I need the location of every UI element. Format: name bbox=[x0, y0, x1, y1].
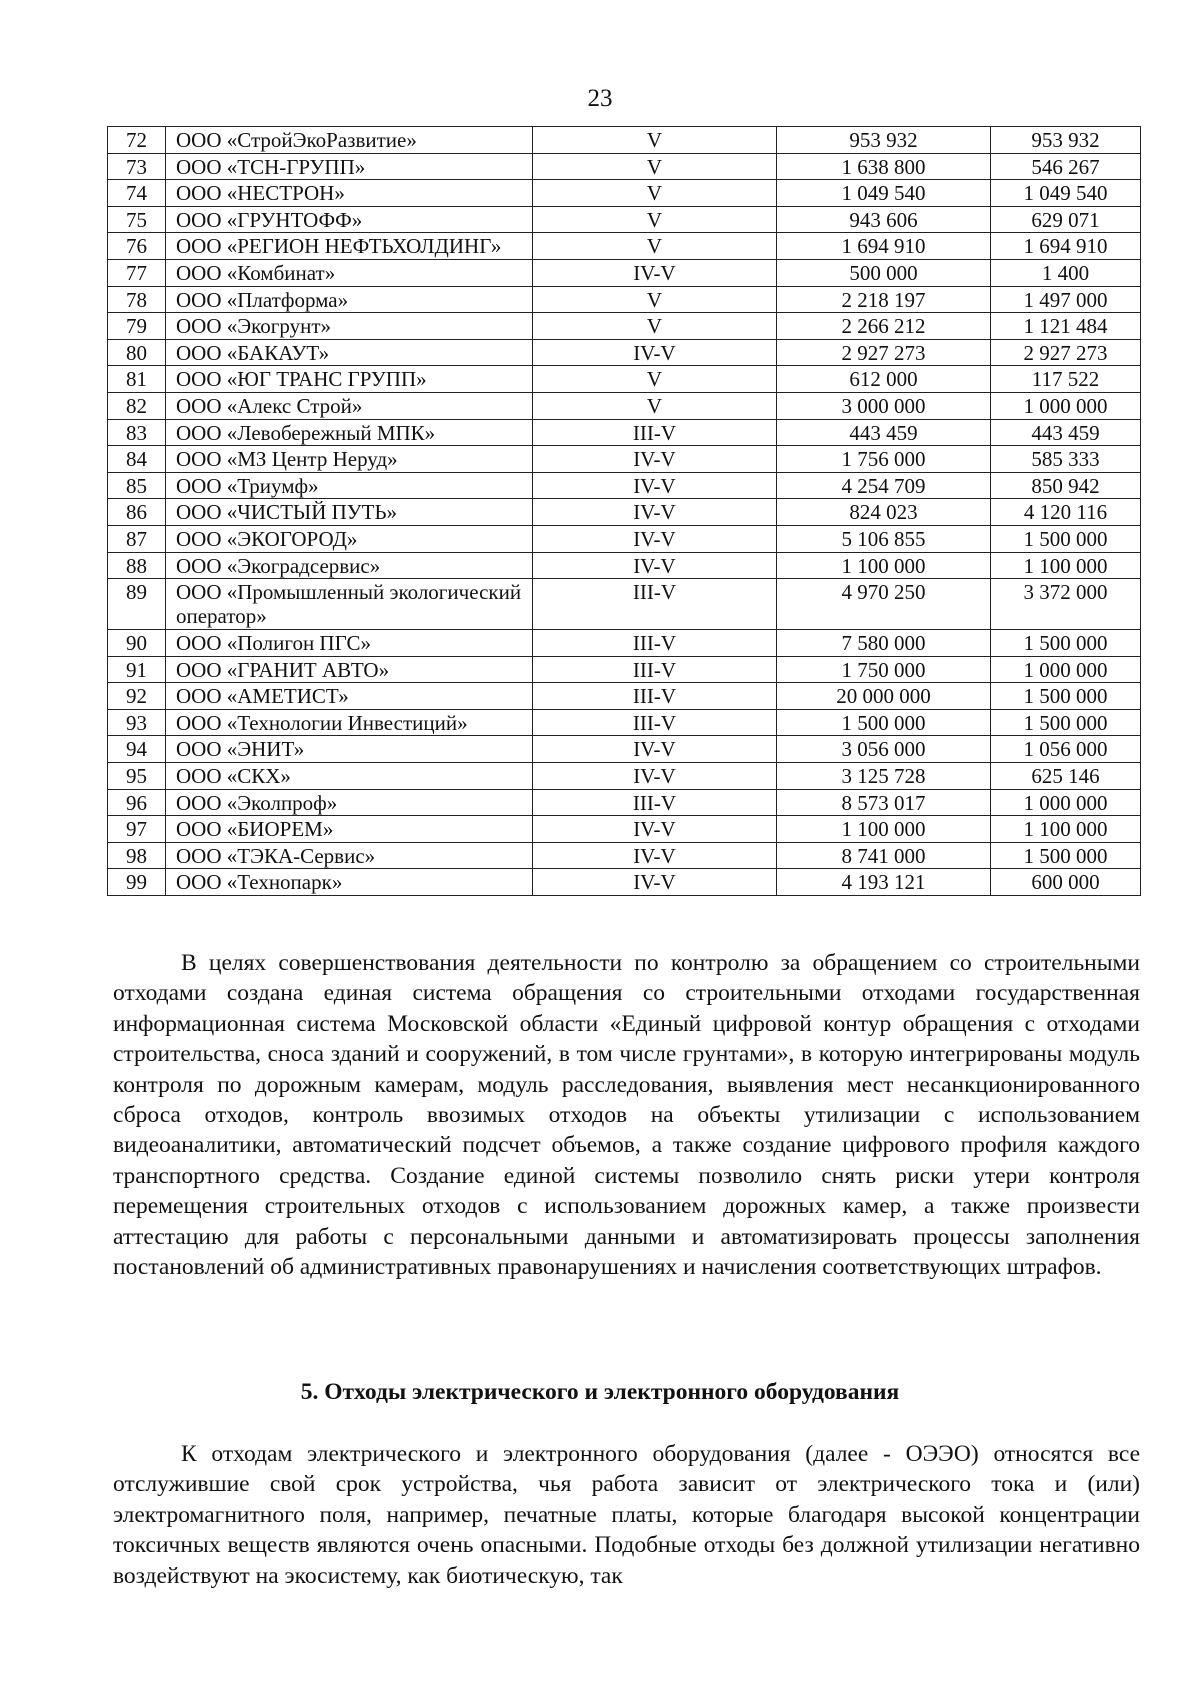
table-row bbox=[108, 153, 1141, 180]
row-number-cell: 78 bbox=[108, 286, 166, 313]
hazard-class-cell: V bbox=[533, 313, 777, 340]
value-1-cell: 2 927 273 bbox=[777, 339, 991, 366]
row-number-cell: 79 bbox=[108, 313, 166, 340]
value-2-cell: 1 500 000 bbox=[991, 525, 1141, 552]
organization-name-cell: ООО «Технологии Инвестиций» bbox=[166, 709, 533, 736]
value-1-cell: 1 694 910 bbox=[777, 233, 991, 260]
row-number-cell: 72 bbox=[108, 127, 166, 154]
value-1-cell: 4 193 121 bbox=[777, 869, 991, 896]
table-row bbox=[108, 259, 1141, 286]
table-row bbox=[108, 419, 1141, 446]
hazard-class-cell: IV-V bbox=[533, 472, 777, 499]
hazard-class-cell: III-V bbox=[533, 789, 777, 816]
value-2-cell: 117 522 bbox=[991, 366, 1141, 393]
organization-name-cell: ООО «Полигон ПГС» bbox=[166, 630, 533, 657]
value-2-cell: 850 942 bbox=[991, 472, 1141, 499]
value-1-cell: 1 638 800 bbox=[777, 153, 991, 180]
table-row bbox=[108, 816, 1141, 843]
organization-name-cell: ООО «АМЕТИСТ» bbox=[166, 683, 533, 710]
organization-name-cell: ООО «ЭНИТ» bbox=[166, 736, 533, 763]
row-number-cell: 97 bbox=[108, 816, 166, 843]
hazard-class-cell: IV-V bbox=[533, 446, 777, 473]
value-2-cell: 1 694 910 bbox=[991, 233, 1141, 260]
organization-name-cell: ООО «НЕСТРОН» bbox=[166, 180, 533, 207]
value-1-cell: 1 750 000 bbox=[777, 656, 991, 683]
value-2-cell: 4 120 116 bbox=[991, 499, 1141, 526]
row-number-cell: 75 bbox=[108, 206, 166, 233]
row-number-cell: 95 bbox=[108, 763, 166, 790]
organization-name-cell: ООО «Экоградсервис» bbox=[166, 552, 533, 579]
hazard-class-cell: IV-V bbox=[533, 869, 777, 896]
table-row bbox=[108, 499, 1141, 526]
organization-name-cell: ООО «БИОРЕМ» bbox=[166, 816, 533, 843]
table-row bbox=[108, 286, 1141, 313]
row-number-cell: 73 bbox=[108, 153, 166, 180]
row-number-cell: 87 bbox=[108, 525, 166, 552]
value-2-cell: 1 497 000 bbox=[991, 286, 1141, 313]
organization-name-cell: ООО «БАКАУТ» bbox=[166, 339, 533, 366]
hazard-class-cell: V bbox=[533, 153, 777, 180]
hazard-class-cell: V bbox=[533, 366, 777, 393]
hazard-class-cell: IV-V bbox=[533, 842, 777, 869]
table-row bbox=[108, 552, 1141, 579]
row-number-cell: 88 bbox=[108, 552, 166, 579]
value-2-cell: 443 459 bbox=[991, 419, 1141, 446]
row-number-cell: 94 bbox=[108, 736, 166, 763]
row-number-cell: 90 bbox=[108, 630, 166, 657]
table-row bbox=[108, 127, 1141, 154]
hazard-class-cell: V bbox=[533, 233, 777, 260]
table-row bbox=[108, 366, 1141, 393]
hazard-class-cell: IV-V bbox=[533, 552, 777, 579]
hazard-class-cell: V bbox=[533, 206, 777, 233]
row-number-cell: 91 bbox=[108, 656, 166, 683]
table-row bbox=[108, 339, 1141, 366]
value-1-cell: 1 049 540 bbox=[777, 180, 991, 207]
value-2-cell: 1 056 000 bbox=[991, 736, 1141, 763]
table-row bbox=[108, 579, 1141, 630]
value-2-cell: 1 500 000 bbox=[991, 709, 1141, 736]
value-2-cell: 629 071 bbox=[991, 206, 1141, 233]
table-row bbox=[108, 656, 1141, 683]
value-1-cell: 3 056 000 bbox=[777, 736, 991, 763]
organization-name-cell: ООО «РЕГИОН НЕФТЬХОЛДИНГ» bbox=[166, 233, 533, 260]
organization-name-cell: ООО «ЭКОГОРОД» bbox=[166, 525, 533, 552]
organization-name-cell: ООО «ТЭКА-Сервис» bbox=[166, 842, 533, 869]
table-row bbox=[108, 842, 1141, 869]
table-row bbox=[108, 313, 1141, 340]
value-2-cell: 1 000 000 bbox=[991, 392, 1141, 419]
value-1-cell: 8 741 000 bbox=[777, 842, 991, 869]
hazard-class-cell: III-V bbox=[533, 630, 777, 657]
section-heading: 5. Отходы электрического и электронного оборудования bbox=[300, 1379, 900, 1405]
row-number-cell: 99 bbox=[108, 869, 166, 896]
value-2-cell: 1 049 540 bbox=[991, 180, 1141, 207]
organization-name-cell: ООО «Технопарк» bbox=[166, 869, 533, 896]
row-number-cell: 83 bbox=[108, 419, 166, 446]
value-2-cell: 1 000 000 bbox=[991, 789, 1141, 816]
row-number-cell: 74 bbox=[108, 180, 166, 207]
paragraph-electronic-waste: К отходам электрического и электронного оборудования (далее - ОЭЭО) относятся все отслужившие свой срок устройства, чья работа зависит от электрического тока и (или) электромагнитного поля, например, печатные платы, которые благодаря высокой концентрации токсичных веществ являются очень опасными. Подобные отходы без должной утилизации негативно воздействуют на экосистему, как биотическую, так bbox=[113, 1441, 1140, 1589]
value-1-cell: 2 218 197 bbox=[777, 286, 991, 313]
value-2-cell: 1 400 bbox=[991, 259, 1141, 286]
hazard-class-cell: IV-V bbox=[533, 816, 777, 843]
hazard-class-cell: III-V bbox=[533, 709, 777, 736]
hazard-class-cell: V bbox=[533, 286, 777, 313]
value-1-cell: 5 106 855 bbox=[777, 525, 991, 552]
hazard-class-cell: IV-V bbox=[533, 525, 777, 552]
hazard-class-cell: III-V bbox=[533, 656, 777, 683]
row-number-cell: 81 bbox=[108, 366, 166, 393]
organization-name-cell: ООО «Алекс Строй» bbox=[166, 392, 533, 419]
value-1-cell: 20 000 000 bbox=[777, 683, 991, 710]
value-2-cell: 1 121 484 bbox=[991, 313, 1141, 340]
organization-name-cell: ООО «ТСН-ГРУПП» bbox=[166, 153, 533, 180]
hazard-class-cell: III-V bbox=[533, 579, 777, 630]
value-1-cell: 2 266 212 bbox=[777, 313, 991, 340]
row-number-cell: 85 bbox=[108, 472, 166, 499]
organization-name-cell: ООО «Промышленный экологический оператор» bbox=[166, 579, 533, 630]
row-number-cell: 76 bbox=[108, 233, 166, 260]
row-number-cell: 98 bbox=[108, 842, 166, 869]
organization-name-cell: ООО «МЗ Центр Неруд» bbox=[166, 446, 533, 473]
value-2-cell: 585 333 bbox=[991, 446, 1141, 473]
table-row bbox=[108, 789, 1141, 816]
table-row bbox=[108, 683, 1141, 710]
registry-table bbox=[107, 126, 1141, 896]
row-number-cell: 82 bbox=[108, 392, 166, 419]
row-number-cell: 96 bbox=[108, 789, 166, 816]
hazard-class-cell: IV-V bbox=[533, 259, 777, 286]
table-row bbox=[108, 709, 1141, 736]
value-2-cell: 1 100 000 bbox=[991, 552, 1141, 579]
table-row bbox=[108, 206, 1141, 233]
value-1-cell: 1 500 000 bbox=[777, 709, 991, 736]
table-row bbox=[108, 736, 1141, 763]
table-row bbox=[108, 869, 1141, 896]
value-2-cell: 1 500 000 bbox=[991, 683, 1141, 710]
row-number-cell: 77 bbox=[108, 259, 166, 286]
hazard-class-cell: IV-V bbox=[533, 499, 777, 526]
value-2-cell: 625 146 bbox=[991, 763, 1141, 790]
value-1-cell: 4 970 250 bbox=[777, 579, 991, 630]
value-1-cell: 1 100 000 bbox=[777, 816, 991, 843]
value-2-cell: 953 932 bbox=[991, 127, 1141, 154]
organization-name-cell: ООО «Экогрунт» bbox=[166, 313, 533, 340]
paragraph-construction-waste: В целях совершенствования деятельности по контролю за обращением со строительными отходами создана единая система обращения со строительными отходами государственная информационная система Московской области «Единый цифровой контур обращения с отходами строительства, сноса зданий и сооружений, в том числе грунтами», в которую интегрированы модуль контроля по дорожным камерам, модуль расследования, выявления мест несанкционированного сброса отходов, контроль ввозимых отходов на объекты утилизации с использованием видеоаналитики, автоматический подсчет объемов, а также создание цифрового профиля каждого транспортного средства. Создание единой системы позволило снять риски утери контроля перемещения строительных отходов с использованием дорожных камер, а также произвести аттестацию для работы с персональными данными и автоматизировать процессы заполнения постановлений об административных правонарушениях и начисления соответствующих штрафов. bbox=[113, 950, 1140, 1281]
organization-name-cell: ООО «ГРУНТОФФ» bbox=[166, 206, 533, 233]
table-row bbox=[108, 446, 1141, 473]
value-2-cell: 1 500 000 bbox=[991, 842, 1141, 869]
hazard-class-cell: III-V bbox=[533, 419, 777, 446]
row-number-cell: 86 bbox=[108, 499, 166, 526]
value-2-cell: 1 000 000 bbox=[991, 656, 1141, 683]
hazard-class-cell: V bbox=[533, 180, 777, 207]
value-1-cell: 4 254 709 bbox=[777, 472, 991, 499]
table-row bbox=[108, 763, 1141, 790]
value-2-cell: 600 000 bbox=[991, 869, 1141, 896]
organization-name-cell: ООО «Левобережный МПК» bbox=[166, 419, 533, 446]
row-number-cell: 80 bbox=[108, 339, 166, 366]
page-number: 23 bbox=[587, 85, 613, 112]
value-1-cell: 8 573 017 bbox=[777, 789, 991, 816]
organization-name-cell: ООО «СКХ» bbox=[166, 763, 533, 790]
hazard-class-cell: V bbox=[533, 392, 777, 419]
value-1-cell: 1 100 000 bbox=[777, 552, 991, 579]
table-row bbox=[108, 472, 1141, 499]
value-1-cell: 500 000 bbox=[777, 259, 991, 286]
organization-name-cell: ООО «ЮГ ТРАНС ГРУПП» bbox=[166, 366, 533, 393]
hazard-class-cell: IV-V bbox=[533, 736, 777, 763]
value-1-cell: 7 580 000 bbox=[777, 630, 991, 657]
table-row bbox=[108, 630, 1141, 657]
hazard-class-cell: IV-V bbox=[533, 763, 777, 790]
value-2-cell: 546 267 bbox=[991, 153, 1141, 180]
value-1-cell: 953 932 bbox=[777, 127, 991, 154]
organization-name-cell: ООО «Платформа» bbox=[166, 286, 533, 313]
value-2-cell: 1 500 000 bbox=[991, 630, 1141, 657]
hazard-class-cell: V bbox=[533, 127, 777, 154]
value-1-cell: 824 023 bbox=[777, 499, 991, 526]
value-2-cell: 1 100 000 bbox=[991, 816, 1141, 843]
organization-name-cell: ООО «ГРАНИТ АВТО» bbox=[166, 656, 533, 683]
row-number-cell: 92 bbox=[108, 683, 166, 710]
hazard-class-cell: III-V bbox=[533, 683, 777, 710]
table-row bbox=[108, 180, 1141, 207]
table-row bbox=[108, 233, 1141, 260]
organization-name-cell: ООО «Комбинат» bbox=[166, 259, 533, 286]
registry-table-body bbox=[108, 127, 1141, 896]
value-2-cell: 3 372 000 bbox=[991, 579, 1141, 630]
hazard-class-cell: IV-V bbox=[533, 339, 777, 366]
organization-name-cell: ООО «СтройЭкоРазвитие» bbox=[166, 127, 533, 154]
table-row bbox=[108, 525, 1141, 552]
value-1-cell: 443 459 bbox=[777, 419, 991, 446]
value-1-cell: 3 000 000 bbox=[777, 392, 991, 419]
table-row bbox=[108, 392, 1141, 419]
row-number-cell: 84 bbox=[108, 446, 166, 473]
value-1-cell: 943 606 bbox=[777, 206, 991, 233]
organization-name-cell: ООО «Эколпроф» bbox=[166, 789, 533, 816]
value-1-cell: 612 000 bbox=[777, 366, 991, 393]
row-number-cell: 93 bbox=[108, 709, 166, 736]
organization-name-cell: ООО «Триумф» bbox=[166, 472, 533, 499]
value-1-cell: 1 756 000 bbox=[777, 446, 991, 473]
row-number-cell: 89 bbox=[108, 579, 166, 630]
value-1-cell: 3 125 728 bbox=[777, 763, 991, 790]
organization-name-cell: ООО «ЧИСТЫЙ ПУТЬ» bbox=[166, 499, 533, 526]
value-2-cell: 2 927 273 bbox=[991, 339, 1141, 366]
